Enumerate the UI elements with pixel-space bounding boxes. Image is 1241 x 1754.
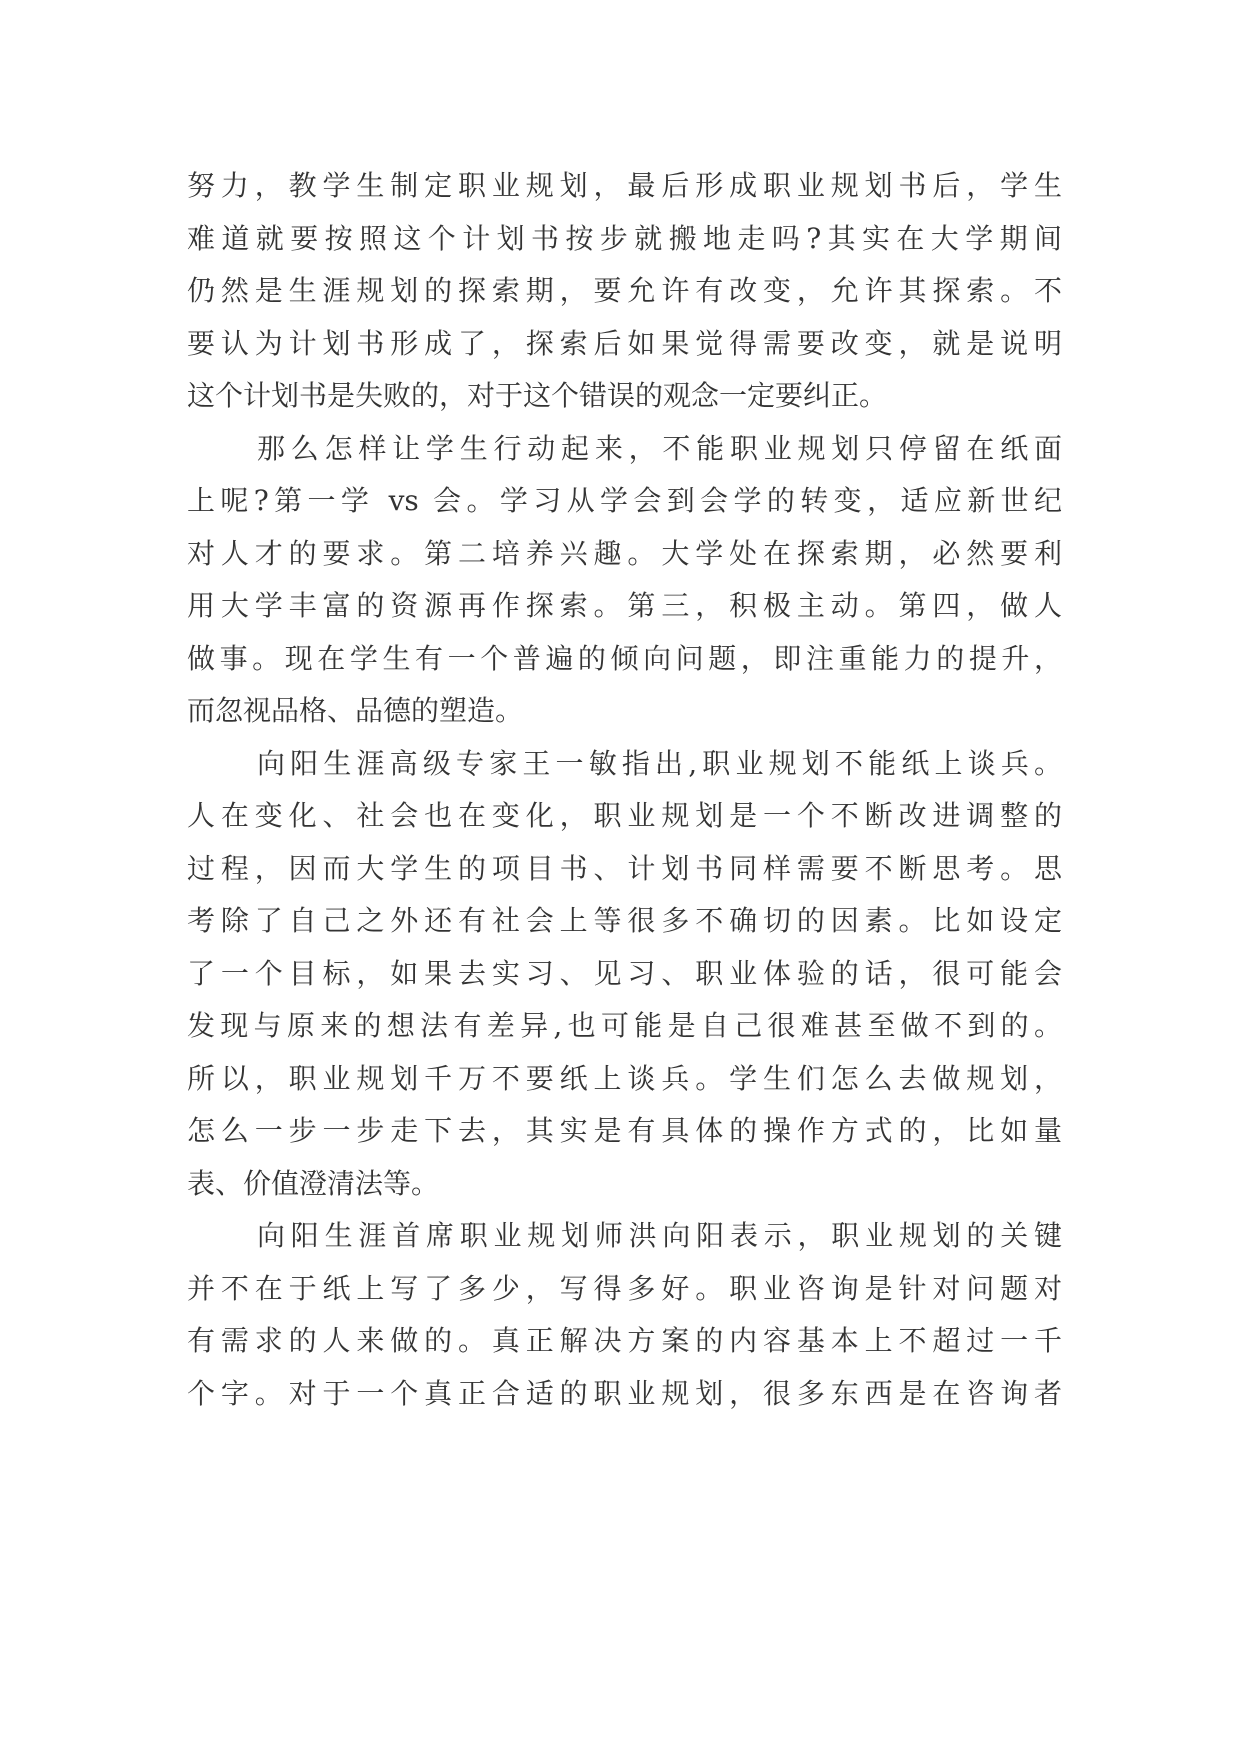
paragraph-3 xyxy=(187,738,1062,1211)
text-line: 那么怎样让学生行动起来，不能职业规划只停留在纸面 xyxy=(257,431,1062,465)
text-line: 表、价值澄清法等。 xyxy=(187,1166,440,1200)
text-line: 所以，职业规划千万不要纸上谈兵。学生们怎么去做规划， xyxy=(187,1061,1062,1095)
paragraph-2 xyxy=(187,423,1062,738)
text-line: 用大学丰富的资源再作探索。第三，积极主动。第四，做人 xyxy=(187,589,1062,622)
document-body xyxy=(187,160,1062,1420)
text-line: 难道就要按照这个计划书按步就搬地走吗?其实在大学期间 xyxy=(187,221,1062,255)
text-line: 了一个目标，如果去实习、见习、职业体验的话，很可能会 xyxy=(187,956,1062,990)
text-line: 而忽视品格、品德的塑造。 xyxy=(187,694,524,727)
text-line: 向阳生涯首席职业规划师洪向阳表示，职业规划的关键 xyxy=(257,1219,1062,1252)
text-line: 发现与原来的想法有差异,也可能是自己很难甚至做不到的。 xyxy=(187,1009,1062,1042)
text-line: 过程，因而大学生的项目书、计划书同样需要不断思考。思 xyxy=(187,851,1062,885)
paragraph-4 xyxy=(187,1210,1062,1420)
text-line: 有需求的人来做的。真正解决方案的内容基本上不超过一千 xyxy=(187,1324,1062,1357)
text-line: 上呢?第一学 vs 会。学习从学会到会学的转变，适应新世纪 xyxy=(187,484,1062,517)
text-line: 并不在于纸上写了多少，写得多好。职业咨询是针对问题对 xyxy=(187,1271,1062,1305)
text-line: 考除了自己之外还有社会上等很多不确切的因素。比如设定 xyxy=(187,904,1062,937)
text-line: 向阳生涯高级专家王一敏指出,职业规划不能纸上谈兵。 xyxy=(257,746,1062,780)
text-line: 怎么一步一步走下去，其实是有具体的操作方式的，比如量 xyxy=(187,1114,1062,1147)
text-line: 对人才的要求。第二培养兴趣。大学处在探索期，必然要利 xyxy=(187,536,1062,570)
text-line: 这个计划书是失败的，对于这个错误的观念一定要纠正。 xyxy=(187,379,888,412)
paragraph-1 xyxy=(187,160,1062,423)
text-line: 个字。对于一个真正合适的职业规划，很多东西是在咨询者 xyxy=(187,1376,1062,1410)
text-line: 做事。现在学生有一个普遍的倾向问题，即注重能力的提升， xyxy=(187,641,1062,675)
text-line: 人在变化、社会也在变化，职业规划是一个不断改进调整的 xyxy=(187,799,1062,832)
text-line: 仍然是生涯规划的探索期，要允许有改变，允许其探索。不 xyxy=(187,274,1062,307)
text-line: 要认为计划书形成了，探索后如果觉得需要改变，就是说明 xyxy=(187,326,1062,360)
text-line: 努力，教学生制定职业规划，最后形成职业规划书后，学生 xyxy=(187,169,1062,202)
